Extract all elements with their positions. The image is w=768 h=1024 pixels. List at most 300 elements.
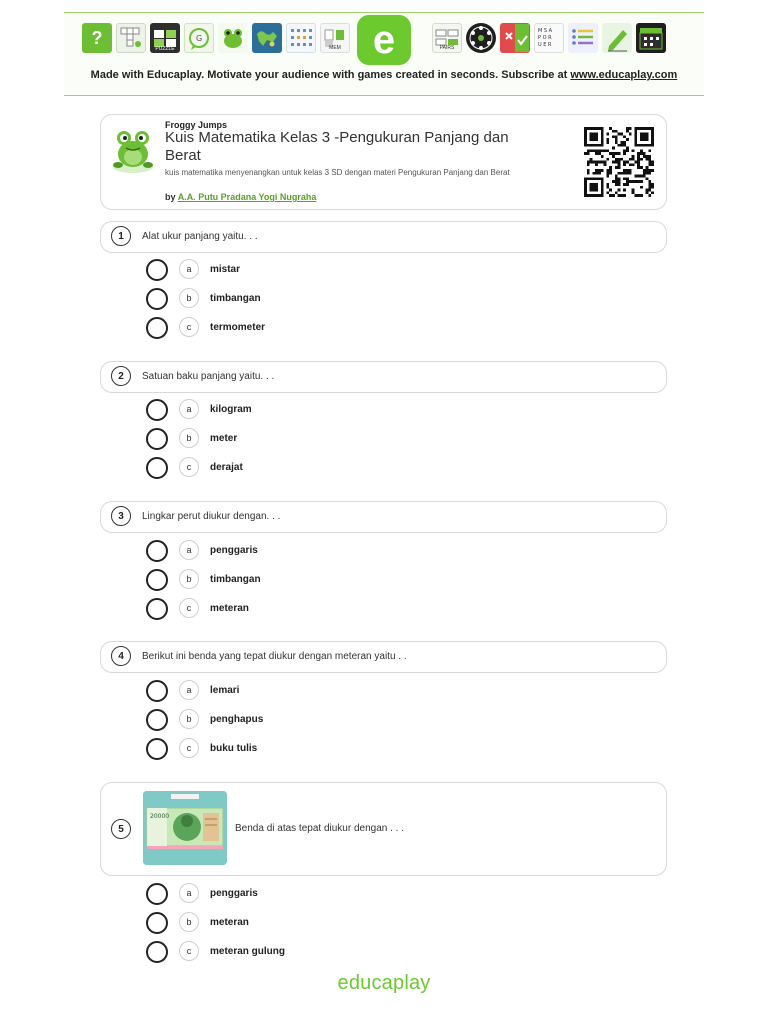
option-text: penghapus	[210, 714, 264, 725]
qr-module	[629, 172, 632, 175]
qr-module	[648, 127, 651, 130]
qr-module	[651, 186, 654, 189]
qr-module	[618, 158, 621, 161]
answer-radio[interactable]	[146, 598, 168, 620]
qr-module	[634, 133, 637, 136]
option-letter: b	[179, 912, 199, 932]
true-false-game-icon[interactable]	[500, 23, 530, 53]
qr-module	[615, 158, 618, 161]
qr-module	[637, 163, 640, 166]
qr-module	[643, 169, 646, 172]
qr-module	[595, 152, 598, 155]
qr-module	[643, 152, 646, 155]
qr-module	[609, 152, 612, 155]
answer-radio[interactable]	[146, 941, 168, 963]
qr-module	[648, 149, 651, 152]
qr-module	[623, 161, 626, 164]
quiz-title: Kuis Matematika Kelas 3 -Pengukuran Panjang dan Berat	[165, 129, 509, 164]
question-number: 5	[111, 819, 131, 839]
qr-module	[595, 161, 598, 164]
qr-module	[584, 194, 587, 197]
qr-module	[592, 172, 595, 175]
qr-module	[587, 144, 590, 147]
option-text: meteran	[210, 917, 249, 928]
question-card-4	[100, 641, 667, 673]
qr-module	[646, 189, 649, 192]
frog-icon	[219, 24, 247, 52]
qr-module	[634, 161, 637, 164]
qr-module	[592, 194, 595, 197]
qr-module	[640, 144, 643, 147]
qr-module	[595, 138, 598, 141]
qr-module	[601, 138, 604, 141]
qr-module	[640, 149, 643, 152]
qr-module	[615, 180, 618, 183]
qr-module	[618, 163, 621, 166]
educaplay-footer-logo[interactable]: educaplay	[337, 972, 431, 994]
qr-module	[606, 158, 609, 161]
qr-module	[612, 152, 615, 155]
qr-module	[584, 189, 587, 192]
qr-module	[606, 186, 609, 189]
qr-module	[640, 152, 643, 155]
alphabet-roulette-icon[interactable]	[466, 23, 496, 53]
option-text: meteran gulung	[210, 946, 286, 957]
qr-module	[634, 194, 637, 197]
froggy-jumps-logo	[109, 121, 157, 177]
qr-module	[651, 130, 654, 133]
qr-module	[601, 130, 604, 133]
svg-text:U E R: U E R	[538, 42, 552, 48]
qr-module	[592, 189, 595, 192]
qr-module	[620, 158, 623, 161]
qr-module	[595, 186, 598, 189]
answer-radio[interactable]	[146, 288, 168, 310]
qr-module	[640, 194, 643, 197]
qr-module	[634, 180, 637, 183]
qr-module	[595, 177, 598, 180]
qr-module	[637, 127, 640, 130]
qr-module	[590, 189, 593, 192]
qr-module	[632, 149, 635, 152]
pencil-icon	[603, 24, 631, 52]
qr-module	[609, 169, 612, 172]
option-letter: c	[179, 317, 199, 337]
option-text: buku tulis	[210, 743, 258, 754]
qr-module	[604, 163, 607, 166]
qr-module	[601, 194, 604, 197]
qr-module	[626, 147, 629, 150]
qr-module	[601, 127, 604, 130]
qr-module	[598, 172, 601, 175]
question-image-banknote	[143, 791, 227, 865]
qr-module	[612, 180, 615, 183]
qr-module	[598, 177, 601, 180]
qr-module	[646, 144, 649, 147]
option-text: penggaris	[210, 545, 258, 556]
check-cross-icon	[501, 24, 529, 52]
qr-module	[592, 161, 595, 164]
video-quiz-game-icon[interactable]	[636, 23, 666, 53]
qr-module	[615, 135, 618, 138]
qr-module	[620, 144, 623, 147]
roulette-wheel-icon	[467, 24, 495, 52]
qr-module	[587, 152, 590, 155]
qr-module	[592, 186, 595, 189]
qr-module	[606, 172, 609, 175]
qr-module	[626, 149, 629, 152]
qr-module	[592, 127, 595, 130]
qr-module	[609, 172, 612, 175]
qr-module	[601, 155, 604, 158]
qr-module	[648, 158, 651, 161]
question-card-5	[100, 782, 667, 876]
qr-module	[634, 175, 637, 178]
qr-module	[590, 194, 593, 197]
qr-module	[646, 138, 649, 141]
qr-module	[646, 155, 649, 158]
option-text: penggaris	[210, 888, 258, 899]
qr-module	[618, 144, 621, 147]
qr-module	[598, 161, 601, 164]
qr-module	[587, 194, 590, 197]
answer-radio[interactable]	[146, 540, 168, 562]
qr-module	[598, 149, 601, 152]
qr-module	[609, 127, 612, 130]
qr-module	[640, 166, 643, 169]
qr-module	[626, 130, 629, 133]
option-letter: c	[179, 738, 199, 758]
qr-module	[648, 172, 651, 175]
qr-module	[618, 194, 621, 197]
qr-module	[637, 180, 640, 183]
qr-module	[643, 135, 646, 138]
game-type-label: Froggy Jumps	[165, 120, 228, 130]
qr-module	[623, 141, 626, 144]
qr-module	[643, 144, 646, 147]
qr-module	[629, 158, 632, 161]
qr-module	[618, 166, 621, 169]
qr-module	[601, 141, 604, 144]
qr-module	[609, 189, 612, 192]
option-text: timbangan	[210, 574, 261, 585]
qr-module	[626, 127, 629, 130]
qr-module	[634, 127, 637, 130]
option-letter: c	[179, 941, 199, 961]
qr-module	[587, 172, 590, 175]
qr-module	[584, 130, 587, 133]
educaplay-logo[interactable]: e	[357, 15, 411, 65]
qr-module	[648, 163, 651, 166]
qr-module	[640, 138, 643, 141]
answer-radio[interactable]	[146, 569, 168, 591]
qr-module	[651, 127, 654, 130]
qr-module	[629, 180, 632, 183]
answer-radio[interactable]	[146, 912, 168, 934]
qr-module	[637, 175, 640, 178]
qr-module	[584, 138, 587, 141]
qr-module	[615, 141, 618, 144]
answer-radio[interactable]	[146, 317, 168, 339]
answer-radio[interactable]	[146, 883, 168, 905]
game-icons-right	[432, 23, 666, 53]
qr-module	[587, 127, 590, 130]
memory-game-icon[interactable]: MEM	[320, 23, 350, 53]
qr-module	[606, 169, 609, 172]
qr-module	[643, 133, 646, 136]
qr-module	[598, 194, 601, 197]
qr-module	[592, 183, 595, 186]
qr-module	[595, 149, 598, 152]
quiz-game-icon[interactable]: ?	[82, 23, 112, 53]
game-icons-left	[82, 23, 350, 53]
qr-module	[648, 161, 651, 164]
question-text: Alat ukur panjang yaitu. . .	[142, 231, 258, 242]
qr-module	[618, 133, 621, 136]
checklist-icon	[569, 24, 597, 52]
crossword-grid-icon	[117, 24, 145, 52]
qr-module	[598, 169, 601, 172]
qr-module	[623, 149, 626, 152]
qr-module	[640, 127, 643, 130]
qr-module	[604, 149, 607, 152]
question-number: 1	[111, 226, 131, 246]
qr-module	[620, 194, 623, 197]
qr-module	[590, 183, 593, 186]
qr-module	[626, 177, 629, 180]
qr-module	[648, 189, 651, 192]
qr-module	[634, 130, 637, 133]
question-text: Benda di atas tepat diukur dengan . . .	[235, 823, 405, 834]
qr-module	[612, 147, 615, 150]
qr-module	[637, 166, 640, 169]
qr-module	[601, 133, 604, 136]
writing-game-icon[interactable]	[602, 23, 632, 53]
qr-module	[651, 133, 654, 136]
qr-module	[590, 138, 593, 141]
qr-module	[623, 194, 626, 197]
letter-grid-icon	[287, 24, 315, 52]
qr-module	[629, 163, 632, 166]
qr-module	[632, 163, 635, 166]
qr-module	[643, 138, 646, 141]
qr-module	[629, 133, 632, 136]
world-map-icon	[253, 24, 281, 52]
qr-module	[590, 161, 593, 164]
qr-module	[590, 177, 593, 180]
qr-module	[592, 138, 595, 141]
educaplay-link[interactable]: www.educaplay.com	[570, 69, 678, 81]
qr-module	[646, 166, 649, 169]
qr-module	[615, 191, 618, 194]
list-game-icon[interactable]	[568, 23, 598, 53]
option-letter: c	[179, 457, 199, 477]
question-number: 3	[111, 506, 131, 526]
educaplay-banner	[64, 12, 704, 96]
qr-module	[620, 133, 623, 136]
qr-module	[651, 138, 654, 141]
qr-module	[629, 169, 632, 172]
qr-module	[626, 180, 629, 183]
map-game-icon[interactable]	[252, 23, 282, 53]
option-letter: b	[179, 428, 199, 448]
answer-radio[interactable]	[146, 680, 168, 702]
question-number: 2	[111, 366, 131, 386]
question-text: Berikut ini benda yang tepat diukur dengan meteran yaitu . .	[142, 651, 407, 662]
qr-module	[612, 161, 615, 164]
qr-module	[626, 138, 629, 141]
qr-module	[587, 169, 590, 172]
option-text: timbangan	[210, 293, 261, 304]
qr-module	[640, 135, 643, 138]
option-text: meter	[210, 433, 238, 444]
qr-module	[595, 169, 598, 172]
qr-module	[587, 163, 590, 166]
qr-module	[590, 144, 593, 147]
qr-module	[648, 183, 651, 186]
qr-module	[595, 194, 598, 197]
qr-module	[609, 166, 612, 169]
option-letter: c	[179, 598, 199, 618]
qr-module	[634, 144, 637, 147]
qr-module	[592, 144, 595, 147]
word-grid-game-icon[interactable]	[534, 23, 564, 53]
option-text: derajat	[210, 462, 243, 473]
qr-module	[626, 161, 629, 164]
option-letter: b	[179, 569, 199, 589]
answer-radio[interactable]	[146, 259, 168, 281]
qr-module	[618, 172, 621, 175]
qr-module	[618, 152, 621, 155]
qr-module	[584, 133, 587, 136]
qr-module	[590, 133, 593, 136]
qr-module	[615, 166, 618, 169]
qr-module	[651, 191, 654, 194]
option-letter: a	[179, 259, 199, 279]
qr-module	[609, 194, 612, 197]
option-text: lemari	[210, 685, 240, 696]
qr-module	[651, 141, 654, 144]
qr-module	[651, 163, 654, 166]
svg-text:M S A: M S A	[538, 28, 553, 34]
qr-module	[601, 183, 604, 186]
qr-module	[646, 169, 649, 172]
qr-module	[606, 138, 609, 141]
qr-module	[584, 177, 587, 180]
qr-module	[626, 183, 629, 186]
qr-module	[640, 186, 643, 189]
pairs-game-icon[interactable]: PAIRS	[432, 23, 462, 53]
svg-text:G: G	[196, 34, 203, 43]
qr-module	[601, 144, 604, 147]
answer-radio[interactable]	[146, 457, 168, 479]
qr-module	[626, 169, 629, 172]
qr-code[interactable]	[584, 127, 654, 197]
puzzle-game-icon[interactable]: PUZZLE	[150, 23, 180, 53]
answer-radio[interactable]	[146, 738, 168, 760]
qr-module	[651, 144, 654, 147]
letters-grid-icon	[535, 24, 563, 52]
author-link[interactable]: A.A. Putu Pradana Yogi Nugraha	[177, 192, 317, 202]
qr-module	[651, 135, 654, 138]
qr-module	[615, 177, 618, 180]
qr-module	[648, 180, 651, 183]
word-search-game-icon[interactable]	[286, 23, 316, 53]
qr-module	[584, 144, 587, 147]
qr-module	[584, 191, 587, 194]
qr-module	[629, 127, 632, 130]
qr-module	[634, 138, 637, 141]
qr-module	[632, 191, 635, 194]
crossword-game-icon[interactable]	[116, 23, 146, 53]
qr-module	[592, 149, 595, 152]
banner-promo-text: Made with Educaplay. Motivate your audience with games created in seconds. Subscribe at www.educaplay.com	[90, 69, 678, 81]
clapperboard-icon	[637, 24, 665, 52]
banknote-image	[143, 791, 227, 865]
answer-radio[interactable]	[146, 709, 168, 731]
qr-module	[595, 144, 598, 147]
qr-module	[604, 161, 607, 164]
qr-module	[634, 135, 637, 138]
qr-module	[606, 183, 609, 186]
answer-radio[interactable]	[146, 399, 168, 421]
qr-module	[615, 138, 618, 141]
qr-module	[601, 149, 604, 152]
qr-module	[646, 133, 649, 136]
qr-module	[590, 149, 593, 152]
qr-module	[640, 180, 643, 183]
qr-module	[595, 127, 598, 130]
qr-module	[601, 189, 604, 192]
question-card-3	[100, 501, 667, 533]
qr-module	[612, 155, 615, 158]
qr-module	[648, 186, 651, 189]
qr-module	[640, 158, 643, 161]
answer-radio[interactable]	[146, 428, 168, 450]
qr-module	[623, 177, 626, 180]
qr-module	[595, 133, 598, 136]
qr-module	[648, 194, 651, 197]
chat-bubble-game-icon[interactable]	[184, 23, 214, 53]
qr-module	[595, 163, 598, 166]
qr-module	[584, 141, 587, 144]
qr-module	[595, 172, 598, 175]
qr-module	[615, 161, 618, 164]
svg-text:P O R: P O R	[538, 35, 552, 41]
qr-module	[592, 135, 595, 138]
qr-module	[601, 186, 604, 189]
author-byline: by A.A. Putu Pradana Yogi Nugraha	[165, 192, 317, 202]
froggy-jumps-game-icon[interactable]	[218, 23, 248, 53]
question-card-1	[100, 221, 667, 253]
qr-module	[615, 175, 618, 178]
qr-module	[592, 177, 595, 180]
qr-module	[623, 163, 626, 166]
qr-module	[590, 158, 593, 161]
qr-module	[590, 127, 593, 130]
qr-module	[620, 141, 623, 144]
qr-module	[646, 158, 649, 161]
option-letter: a	[179, 883, 199, 903]
qr-module	[637, 158, 640, 161]
qr-module	[618, 180, 621, 183]
qr-module	[640, 175, 643, 178]
qr-module	[595, 135, 598, 138]
option-text: meteran	[210, 603, 249, 614]
qr-module	[584, 127, 587, 130]
qr-module	[590, 135, 593, 138]
qr-module	[648, 169, 651, 172]
